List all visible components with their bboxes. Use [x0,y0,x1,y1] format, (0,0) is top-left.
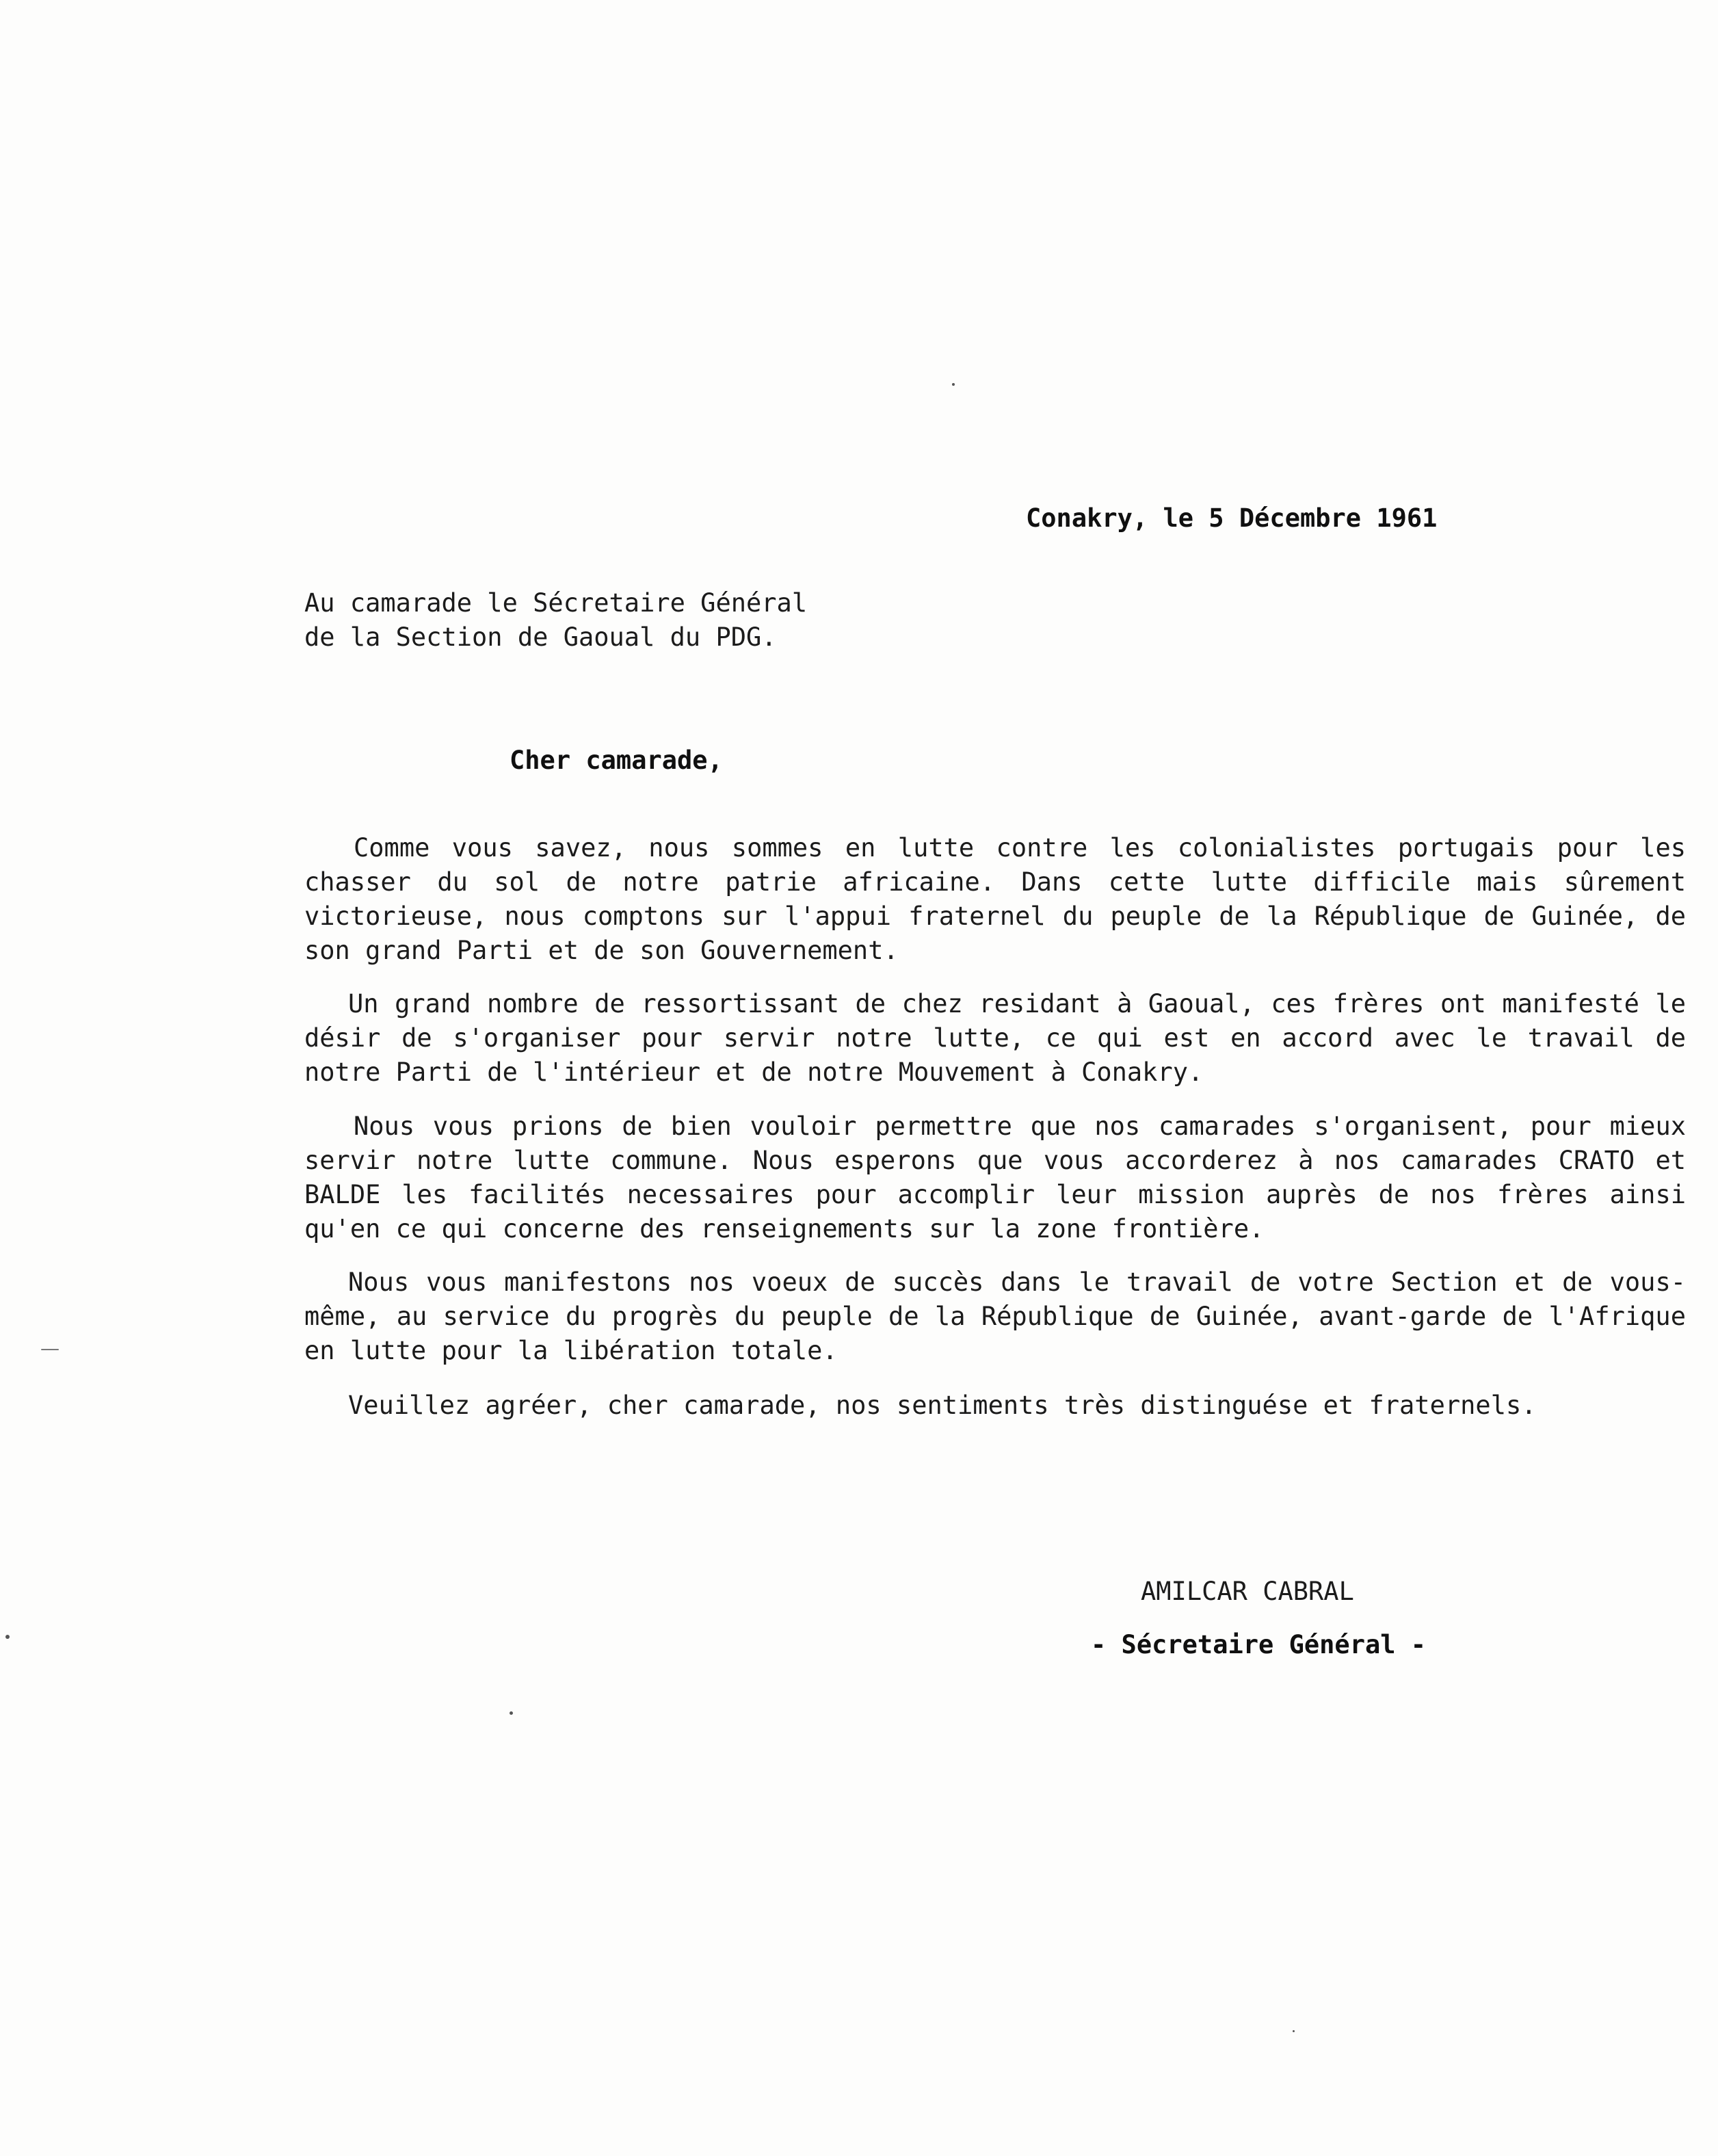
paragraph-4: Nous vous manifestons nos voeux de succès dans le travail de votre Section et de vous-même, au service du progrès du peuple de la République de Guinée, avant-garde de l'Afrique en lutte pour la libération totale. [304,1267,1686,1365]
paper-speck [510,1711,513,1715]
recipient-line-2: de la Section de Gaoual du PDG. [304,622,777,652]
paper-speck [1293,2030,1295,2032]
salutation: Cher camarade, [510,746,723,775]
closing-formula: Veuillez agréer, cher camarade, nos sentiments très distinguése et fraternels. [348,1391,1537,1420]
signature-name: AMILCAR CABRAL [1141,1577,1354,1606]
paragraph-1: Comme vous savez, nous sommes en lutte contre les colonialistes portugais pour les chasser du sol de notre patrie africaine. Dans cette lutte difficile mais sûrement victorieuse, nous comptons sur l'appui fraternel du peuple de la République de Guinée, de son grand Parti et de son Gouvernement. [304,833,1686,965]
paper-speck [952,383,955,386]
signature-title: - Sécretaire Général - [1091,1630,1427,1659]
paragraph-2: Un grand nombre de ressortissant de chez residant à Gaoual, ces frères ont manifesté le désir de s'organiser pour servir notre lutte, ce qui est en accord avec le travail de notre Parti de l'intérieur et de notre Mouvement à Conakry. [304,989,1686,1087]
recipient-line-1: Au camarade le Sécretaire Général [304,588,808,618]
place-date: Conakry, le 5 Décembre 1961 [1026,503,1438,533]
paragraph-3: Nous vous prions de bien vouloir permettre que nos camarades s'organisent, pour mieux servir notre lutte commune. Nous esperons que vous accorderez à nos camarades CRATO et BALDE les facilités necessaires pour accomplir leur mission auprès de nos frères ainsi qu'en ce qui concerne des renseignements sur la zone frontière. [304,1112,1686,1244]
paper-speck [5,1635,10,1639]
paper-speck [41,1349,59,1350]
